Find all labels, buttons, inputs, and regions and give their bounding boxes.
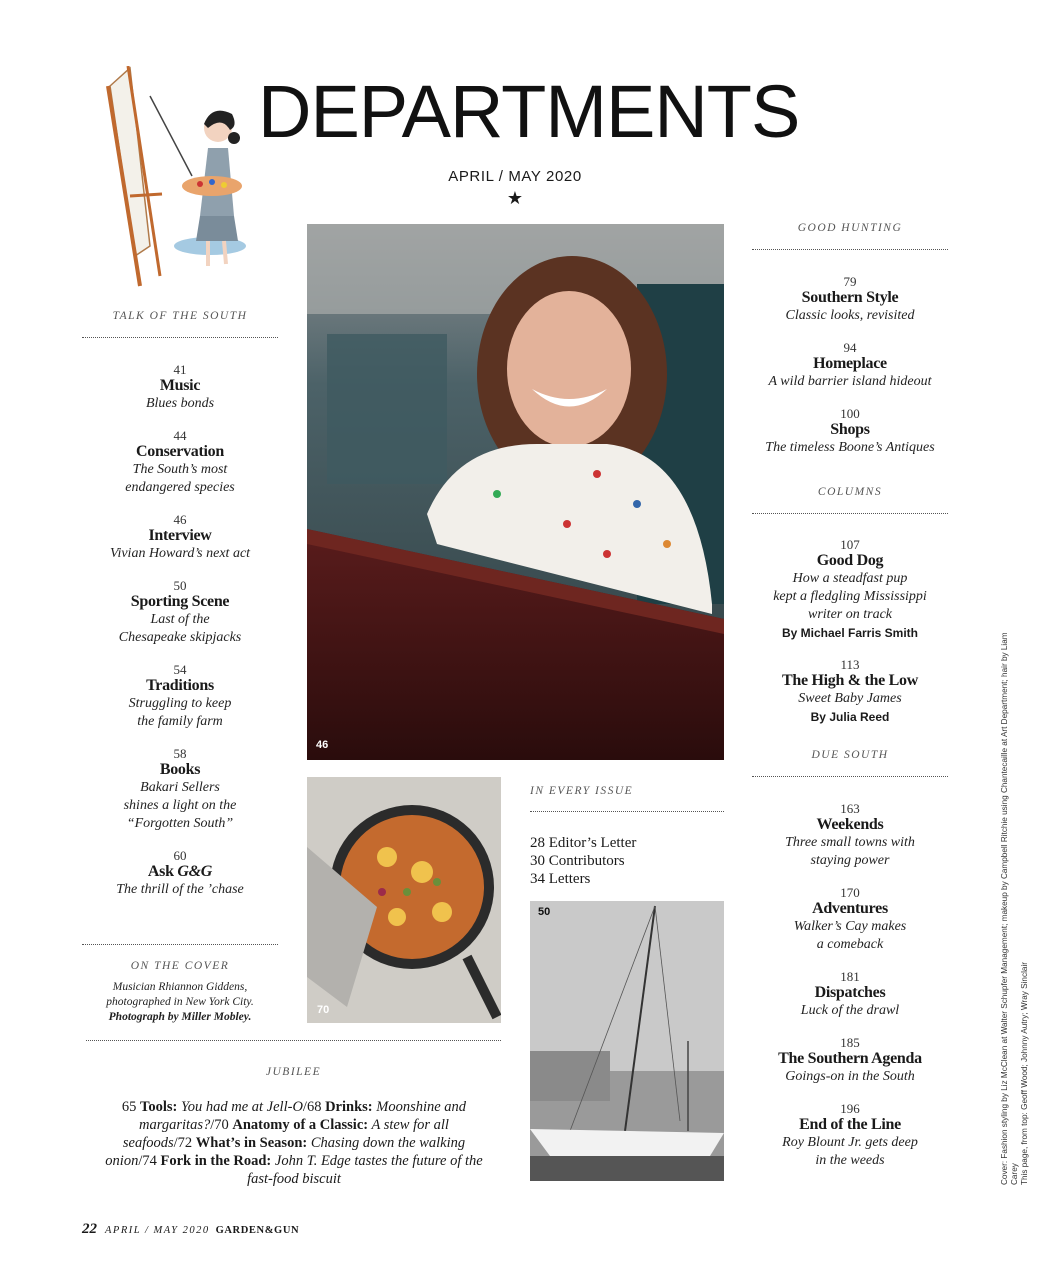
entry-dek: Three small towns with [785, 835, 915, 850]
toc-entry[interactable]: 30 Contributors [530, 853, 625, 869]
talk-of-the-south-list [82, 362, 278, 914]
photo-credits [1000, 620, 1028, 1185]
credit-line: This page, from top: Geoff Wood; Johnny Autry; Wray Sinclair [1020, 962, 1029, 1185]
page-number: 44 [173, 428, 187, 443]
page-number: 94 [843, 340, 857, 355]
page-number: 46 [173, 512, 187, 527]
entry-dek: Moonshine and margaritas? [139, 1099, 467, 1133]
divider [86, 1040, 501, 1041]
due-south-list [742, 801, 958, 1185]
toc-entry[interactable] [82, 362, 278, 413]
entry-head: Dispatches [814, 984, 886, 1001]
section-label-talk-of-the-south: TALK OF THE SOUTH [112, 310, 248, 322]
entry-dek: Sweet Baby James [798, 691, 902, 706]
divider [82, 337, 278, 338]
entry-byline: By Julia Reed [810, 710, 890, 724]
entry-dek: the family farm [137, 714, 223, 729]
divider [752, 513, 948, 514]
divider [530, 811, 724, 812]
entry-head: Good Dog [816, 552, 884, 569]
section-label-jubilee: JUBILEE [265, 1066, 322, 1078]
page-number: 54 [173, 662, 187, 677]
columns-list [742, 537, 958, 741]
page-number: 79 [843, 274, 857, 289]
entry-dek: A wild barrier island hideout [768, 374, 932, 389]
page-number: 163 [840, 801, 860, 816]
section-label-in-every-issue: IN EVERY ISSUE [530, 785, 634, 797]
entry-head: Music [159, 377, 201, 394]
section-label-columns: COLUMNS [817, 486, 883, 498]
divider [752, 249, 948, 250]
entry-head: Traditions [146, 677, 214, 694]
folio-issue: APRIL / MAY 2020 [105, 1225, 210, 1236]
toc-entry[interactable] [82, 428, 278, 497]
entry-dek: You had me at Jell-O [177, 1099, 303, 1115]
entry-head: End of the Line [799, 1116, 901, 1133]
folio-page-number: 22 [82, 1221, 97, 1237]
toc-entry[interactable] [742, 1101, 958, 1170]
entry-dek: kept a fledgling Mississippi [773, 589, 927, 604]
issue-date: APRIL / MAY 2020 [448, 168, 582, 185]
cover-credit-photographer: Photograph by Miller Mobley. [108, 1011, 252, 1023]
entry-head: Homeplace [813, 355, 887, 372]
entry-head: Weekends [816, 816, 884, 833]
toc-entry[interactable] [742, 1035, 958, 1086]
entry-head: What’s in Season: [195, 1135, 308, 1151]
entry-dek: How a steadfast pup [792, 571, 908, 586]
toc-entry[interactable] [138, 1153, 482, 1187]
entry-dek: Struggling to keep [128, 696, 232, 711]
toc-entry[interactable]: 34 Letters [530, 871, 591, 887]
portrait-image [307, 224, 724, 760]
entry-dek: The timeless Boone’s Antiques [765, 440, 935, 455]
page-number: /72 [173, 1135, 196, 1151]
main-photo [307, 224, 724, 760]
entry-head: Sporting Scene [130, 593, 230, 610]
section-label-on-the-cover: ON THE COVER [130, 960, 230, 972]
toc-entry[interactable]: 28 Editor’s Letter [530, 835, 637, 851]
toc-entry[interactable] [82, 746, 278, 833]
page-number: 41 [173, 362, 187, 377]
entry-head: Southern Style [801, 289, 899, 306]
toc-entry[interactable] [82, 848, 278, 899]
entry-dek: “Forgotten South” [126, 816, 234, 831]
entry-head: Drinks: [325, 1099, 373, 1115]
toc-entry[interactable] [122, 1099, 303, 1115]
photo-page-number: 46 [316, 739, 329, 751]
skillet-image [307, 777, 501, 1023]
boat-photo [530, 901, 724, 1181]
toc-entry[interactable] [82, 662, 278, 731]
entry-dek: in the weeds [815, 1153, 885, 1168]
in-every-issue-list [530, 834, 724, 888]
entry-head: Books [159, 761, 201, 778]
good-hunting-list [742, 274, 958, 472]
page-number: 107 [840, 537, 860, 552]
entry-dek: Luck of the drawl [800, 1003, 900, 1018]
entry-dek: John T. Edge tastes the future of the fast-food biscuit [247, 1153, 483, 1187]
entry-head: Adventures [812, 900, 888, 917]
divider [82, 944, 278, 945]
toc-entry[interactable] [742, 657, 958, 726]
toc-entry[interactable] [742, 885, 958, 954]
page-number: /68 [302, 1099, 326, 1115]
entry-head: Interview [148, 527, 212, 544]
entry-head: Conservation [136, 443, 224, 460]
entry-dek: A stew for all seafoods [122, 1117, 449, 1151]
page-number: 60 [173, 848, 187, 863]
food-photo [307, 777, 501, 1023]
entry-dek: The thrill of the ’chase [116, 882, 244, 897]
page-number: 196 [840, 1101, 860, 1116]
page-number: 100 [840, 406, 860, 421]
entry-dek: Chesapeake skipjacks [118, 630, 242, 645]
toc-entry[interactable] [742, 969, 958, 1020]
entry-head: The High & the Low [782, 672, 918, 689]
credit-line: Cover: Fashion styling by Liz McClean at Walter Schupfer Management; makeup by Campbell Ritchie using Chantecaille at Art Department; hair by Liam Carey [1000, 632, 1019, 1185]
entry-head: Shops [830, 421, 870, 438]
entry-byline: By Michael Farris Smith [781, 626, 919, 640]
entry-dek: Blues bonds [145, 396, 215, 411]
page-number: 181 [840, 969, 860, 984]
entry-dek: Bakari Sellers [140, 780, 220, 795]
photo-page-number: 70 [317, 1004, 330, 1016]
page-number: 185 [840, 1035, 860, 1050]
cover-credit-line: Musician Rhiannon Giddens, [112, 981, 248, 993]
entry-dek: The South’s most [132, 462, 228, 477]
entry-dek: Classic looks, revisited [785, 308, 915, 323]
photo-page-number: 50 [538, 906, 551, 918]
toc-entry[interactable] [82, 512, 278, 563]
skipjack-image [530, 901, 724, 1181]
folio [82, 1221, 299, 1238]
cover-credit [82, 980, 278, 1025]
star-icon: ★ [506, 188, 524, 208]
entry-head: Anatomy of a Classic: [232, 1117, 369, 1133]
entry-dek: Walker’s Cay makes [793, 919, 907, 934]
entry-head-prefix: Ask [147, 863, 178, 880]
entry-dek: Last of the [150, 612, 210, 627]
entry-head: Fork in the Road: [160, 1153, 272, 1169]
page-number: /70 [210, 1117, 233, 1133]
page-number: 58 [173, 746, 187, 761]
entry-head-italic: G&G [177, 863, 213, 880]
folio-brand: GARDEN&GUN [215, 1225, 300, 1236]
entry-dek: Vivian Howard’s next act [109, 546, 251, 561]
entry-head [82, 863, 278, 881]
entry-dek: staying power [810, 853, 890, 868]
entry-head: The Southern Agenda [778, 1050, 922, 1067]
toc-entry[interactable] [742, 801, 958, 870]
entry-dek: Goings-on in the South [785, 1069, 915, 1084]
section-label-good-hunting: GOOD HUNTING [797, 222, 903, 234]
toc-entry[interactable] [742, 537, 958, 642]
toc-entry[interactable] [82, 578, 278, 647]
toc-entry[interactable] [742, 406, 958, 457]
page-number: 170 [840, 885, 860, 900]
cover-credit-line: photographed in New York City. [106, 996, 254, 1008]
page-number: 65 [121, 1099, 141, 1115]
entry-dek: Chasing down the walking onion [105, 1135, 466, 1169]
toc-entry[interactable] [742, 340, 958, 391]
entry-dek: writer on track [808, 607, 892, 622]
section-label-due-south: DUE SOUTH [811, 749, 889, 761]
entry-head: Tools: [140, 1099, 178, 1115]
artist-illustration [100, 66, 250, 291]
entry-dek: endangered species [125, 480, 235, 495]
entry-dek: a comeback [816, 937, 884, 952]
page-number: /74 [138, 1153, 161, 1169]
entry-dek: Roy Blount Jr. gets deep [782, 1135, 918, 1150]
jubilee-list [105, 1098, 483, 1188]
entry-dek: shines a light on the [123, 798, 237, 813]
page-number: 50 [173, 578, 187, 593]
page-title: DEPARTMENTS [258, 70, 800, 153]
divider [752, 776, 948, 777]
toc-entry[interactable] [742, 274, 958, 325]
page-number: 113 [840, 657, 860, 672]
